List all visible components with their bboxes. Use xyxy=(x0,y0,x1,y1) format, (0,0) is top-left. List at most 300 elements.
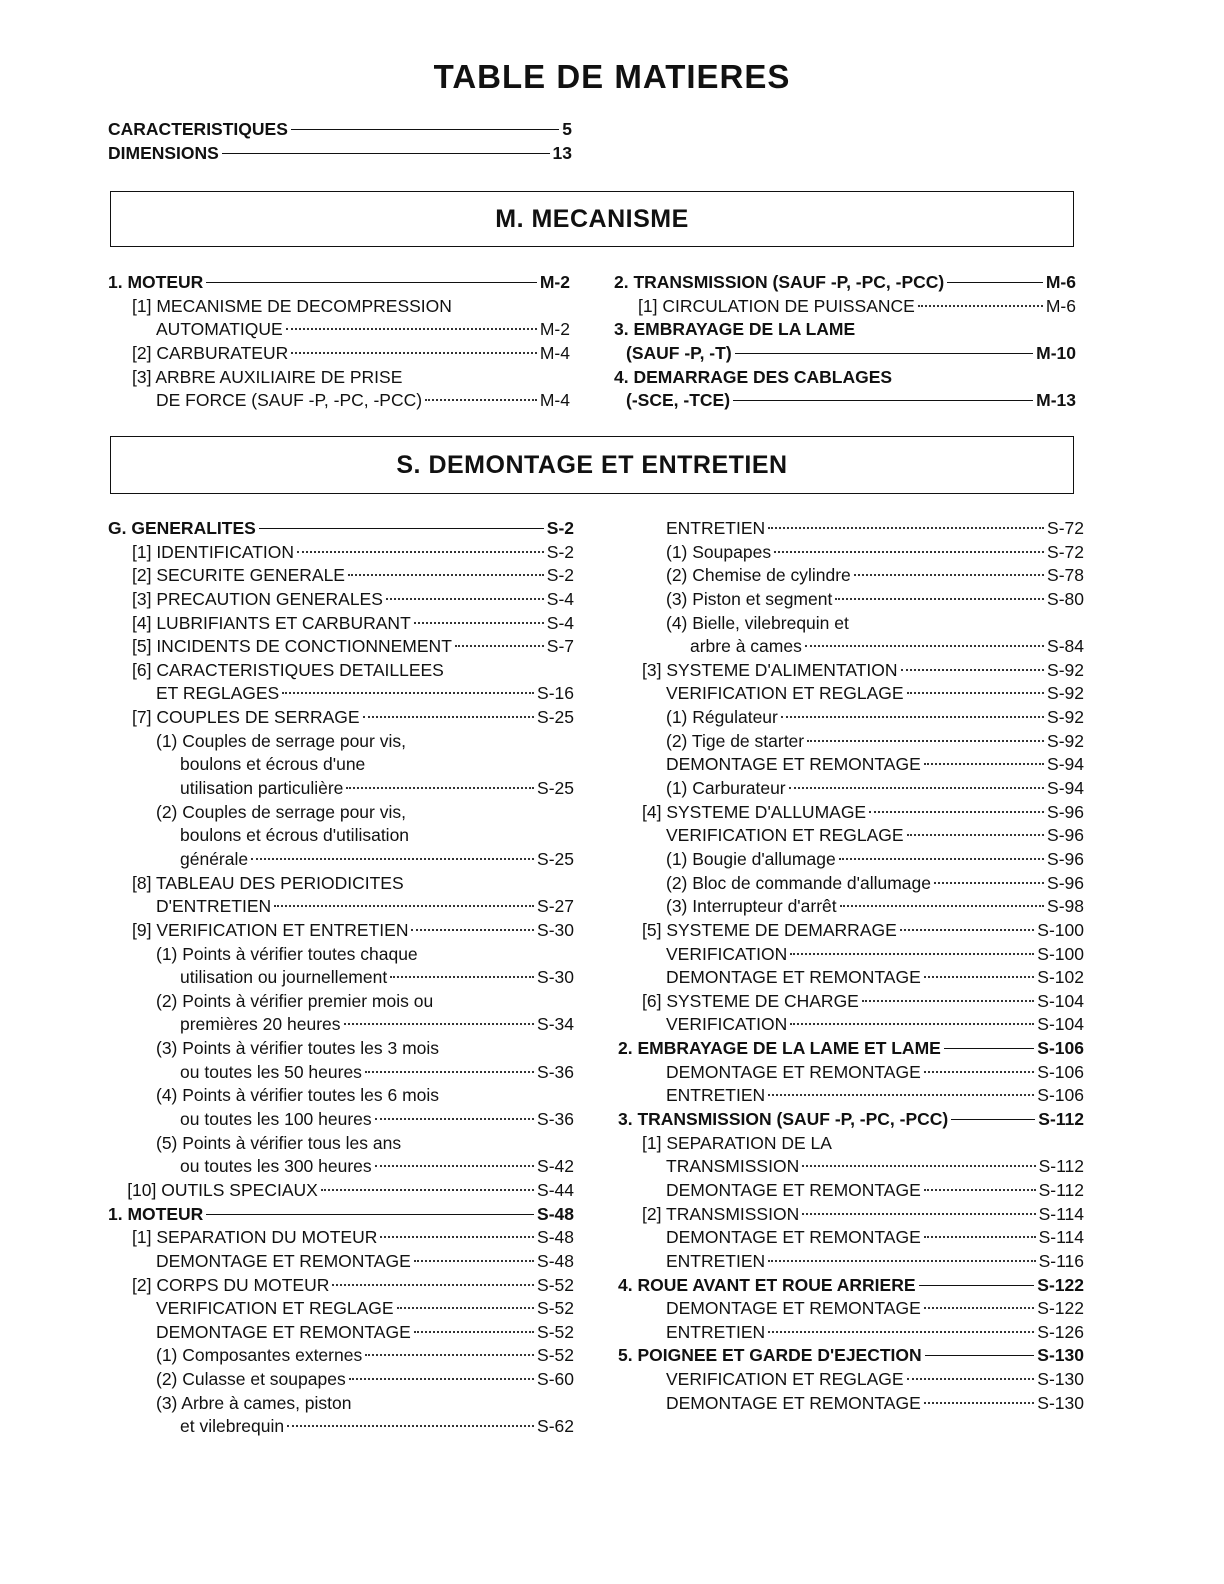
toc-entry-page: S-96 xyxy=(1047,872,1084,893)
toc-entry-page: S-94 xyxy=(1047,754,1084,775)
toc-entry-title: 1. MOTEUR xyxy=(108,272,204,292)
toc-entry-title: [6] SYSTEME DE CHARGE xyxy=(642,990,859,1011)
toc-entry-title: (2) Points à vérifier premier mois ou xyxy=(156,990,434,1011)
toc-entry-page: S-72 xyxy=(1047,518,1084,538)
toc-entry-page: M-2 xyxy=(539,272,570,292)
toc-entry-title: (2) Couples de serrage pour vis, xyxy=(156,801,406,822)
toc-entry xyxy=(108,801,574,825)
toc-entry xyxy=(108,1321,574,1345)
toc-entry-title: D'ENTRETIEN xyxy=(156,896,272,917)
toc-entry xyxy=(618,635,1084,659)
toc-entry-title: DEMONTAGE ET REMONTAGE xyxy=(666,1227,921,1248)
toc-entry xyxy=(108,1037,574,1061)
toc-entry xyxy=(614,366,1076,390)
toc-leader xyxy=(206,1214,534,1215)
toc-entry xyxy=(618,777,1084,801)
toc-entry-page: S-27 xyxy=(537,896,574,917)
toc-entry xyxy=(618,659,1084,683)
toc-entry-title: (-SCE, -TCE) xyxy=(626,390,731,411)
toc-entry-page: S-4 xyxy=(546,612,574,633)
toc-entry xyxy=(618,1368,1084,1392)
toc-entry-page: S-84 xyxy=(1047,636,1084,657)
toc-leader xyxy=(924,763,1044,765)
toc-leader xyxy=(862,1000,1034,1002)
toc-entry-title: [2] TRANSMISSION xyxy=(642,1203,800,1224)
toc-leader xyxy=(375,1165,534,1167)
toc-entry-page: 5 xyxy=(562,119,572,139)
toc-entry-page: S-92 xyxy=(1047,683,1084,704)
toc-entry-title: 3. EMBRAYAGE DE LA LAME xyxy=(614,319,856,340)
toc-entry-page: S-62 xyxy=(537,1416,574,1437)
toc-leader xyxy=(349,1378,534,1380)
toc-entry-title: [3] PRECAUTION GENERALES xyxy=(132,588,383,609)
toc-entry-title: utilisation particulière xyxy=(180,778,344,799)
toc-entry xyxy=(108,682,574,706)
toc-leader xyxy=(900,929,1035,931)
toc-entry xyxy=(108,1013,574,1037)
toc-entry-title: (2) Tige de starter xyxy=(666,730,805,751)
toc-leader xyxy=(835,598,1044,600)
toc-entry-title: [4] LUBRIFIANTS ET CARBURANT xyxy=(132,612,411,633)
toc-entry-title: CARACTERISTIQUES xyxy=(108,119,288,139)
toc-entry-page: S-80 xyxy=(1047,588,1084,609)
toc-leader xyxy=(951,1119,1035,1120)
toc-leader xyxy=(735,353,1033,354)
toc-entry-page: S-130 xyxy=(1037,1369,1084,1390)
toc-entry-title: [2] SECURITE GENERALE xyxy=(132,565,345,586)
toc-leader xyxy=(375,1118,534,1120)
toc-leader xyxy=(768,1331,1034,1333)
toc-leader xyxy=(291,129,559,130)
toc-entry xyxy=(618,730,1084,754)
toc-leader xyxy=(944,1048,1034,1049)
toc-entry-title: ENTRETIEN xyxy=(666,1085,766,1106)
toc-entry-page: S-114 xyxy=(1038,1227,1084,1248)
toc-entry xyxy=(108,1179,574,1203)
toc-entry-page: M-10 xyxy=(1036,342,1076,363)
toc-leader xyxy=(390,976,534,978)
toc-leader xyxy=(934,882,1044,884)
toc-leader xyxy=(924,1402,1035,1404)
toc-leader xyxy=(924,1071,1035,1073)
toc-entry-page: M-4 xyxy=(539,342,570,363)
toc-leader xyxy=(774,551,1044,553)
toc-entry-page: S-92 xyxy=(1047,707,1084,728)
toc-entry xyxy=(108,1368,574,1392)
toc-entry-page: S-52 xyxy=(537,1298,574,1319)
toc-entry xyxy=(618,588,1084,612)
toc-entry-page: S-130 xyxy=(1037,1345,1084,1366)
toc-entry-title: VERIFICATION ET REGLAGE xyxy=(156,1298,394,1319)
toc-entry xyxy=(108,1344,574,1368)
toc-leader xyxy=(321,1189,534,1191)
toc-entry-title: (2) Chemise de cylindre xyxy=(666,565,851,586)
toc-entry-title: ou toutes les 300 heures xyxy=(180,1156,372,1177)
toc-entry-title: 2. TRANSMISSION (SAUF -P, -PC, -PCC) xyxy=(614,272,945,292)
toc-leader xyxy=(363,716,534,718)
toc-leader xyxy=(907,692,1044,694)
toc-leader xyxy=(790,1023,1034,1025)
toc-leader xyxy=(805,645,1044,647)
toc-entry-page: S-30 xyxy=(537,919,574,940)
toc-leader xyxy=(807,740,1044,742)
toc-entry xyxy=(618,1179,1084,1203)
toc-leader xyxy=(274,905,534,907)
toc-entry xyxy=(618,1061,1084,1085)
toc-entry xyxy=(618,753,1084,777)
toc-entry-page: S-36 xyxy=(537,1109,574,1130)
toc-entry-title: (2) Culasse et soupapes xyxy=(156,1369,346,1390)
toc-entry-title: [4] SYSTEME D'ALLUMAGE xyxy=(642,801,867,822)
toc-entry xyxy=(108,1061,574,1085)
toc-entry-title: ET REGLAGES xyxy=(156,683,280,704)
toc-leader xyxy=(287,1425,534,1427)
toc-entry-page: S-30 xyxy=(537,967,574,988)
toc-entry xyxy=(618,1037,1084,1061)
toc-entry xyxy=(618,1203,1084,1227)
toc-entry xyxy=(614,271,1076,295)
toc-entry-page: S-48 xyxy=(537,1203,574,1224)
toc-entry xyxy=(108,1155,574,1179)
toc-entry-title: ou toutes les 50 heures xyxy=(180,1061,362,1082)
toc-entry-page: S-7 xyxy=(546,636,574,657)
toc-entry-title: TRANSMISSION xyxy=(666,1156,800,1177)
toc-entry-page: M-13 xyxy=(1036,390,1076,411)
toc-entry xyxy=(108,612,574,636)
toc-entry xyxy=(618,1084,1084,1108)
toc-entry xyxy=(108,1084,574,1108)
toc-entry xyxy=(108,919,574,943)
toc-leader xyxy=(802,1213,1035,1215)
toc-leader xyxy=(924,976,1035,978)
toc-entry xyxy=(108,990,574,1014)
toc-entry-title: [7] COUPLES DE SERRAGE xyxy=(132,707,360,728)
toc-leader xyxy=(790,953,1034,955)
toc-entry-page: S-104 xyxy=(1037,990,1084,1011)
toc-entry xyxy=(618,872,1084,896)
toc-entry xyxy=(108,706,574,730)
toc-entry xyxy=(108,659,574,683)
toc-entry-title: (5) Points à vérifier tous les ans xyxy=(156,1132,402,1153)
toc-entry xyxy=(108,1108,574,1132)
toc-entry-title: ou toutes les 100 heures xyxy=(180,1109,372,1130)
toc-entry-title: [5] INCIDENTS DE CONCTIONNEMENT xyxy=(132,636,452,657)
toc-entry-title: (1) Soupapes xyxy=(666,541,772,562)
toc-entry-title: (1) Régulateur xyxy=(666,707,778,728)
toc-entry-title: utilisation ou journellement xyxy=(180,967,388,988)
toc-entry xyxy=(618,919,1084,943)
toc-entry xyxy=(108,730,574,754)
toc-entry-page: S-100 xyxy=(1037,919,1084,940)
section-heading-demontage xyxy=(110,436,1074,494)
toc-entry xyxy=(108,588,574,612)
toc-leader xyxy=(781,716,1044,718)
toc-entry xyxy=(108,1203,574,1227)
toc-entry-page: S-130 xyxy=(1037,1392,1084,1413)
toc-entry xyxy=(108,517,574,541)
toc-leader xyxy=(297,551,544,553)
toc-entry-page: S-52 xyxy=(537,1345,574,1366)
toc-entry xyxy=(618,966,1084,990)
toc-entry-page: S-96 xyxy=(1047,848,1084,869)
toc-entry xyxy=(618,824,1084,848)
toc-leader xyxy=(869,811,1044,813)
toc-entry xyxy=(108,1132,574,1156)
toc-entry-title: [10] OUTILS SPECIAUX xyxy=(127,1179,318,1200)
toc-entry-title: 3. TRANSMISSION (SAUF -P, -PC, -PCC) xyxy=(618,1109,949,1130)
mecanisme-toc-right-column xyxy=(614,271,1076,413)
toc-leader xyxy=(344,1023,535,1025)
toc-entry-title: [1] SEPARATION DU MOTEUR xyxy=(132,1227,378,1248)
toc-entry-title: (1) Bougie d'allumage xyxy=(666,848,836,869)
toc-entry-page: S-100 xyxy=(1037,943,1084,964)
toc-leader xyxy=(282,692,534,694)
toc-entry-page: S-104 xyxy=(1037,1014,1084,1035)
toc-entry-page: S-44 xyxy=(537,1179,574,1200)
toc-entry-title: [2] CARBURATEUR xyxy=(132,342,289,363)
toc-leader xyxy=(907,834,1044,836)
toc-entry-title: DIMENSIONS xyxy=(108,142,219,163)
toc-entry-page: S-102 xyxy=(1037,967,1084,988)
toc-entry-title: DEMONTAGE ET REMONTAGE xyxy=(666,967,921,988)
toc-entry xyxy=(108,1274,574,1298)
toc-entry xyxy=(108,295,570,319)
toc-entry-title: (4) Points à vérifier toutes les 6 mois xyxy=(156,1085,440,1106)
intro-toc-list xyxy=(108,118,572,165)
toc-entry-title: (1) Couples de serrage pour vis, xyxy=(156,730,406,751)
toc-entry-page: S-60 xyxy=(537,1369,574,1390)
toc-entry-title: [9] VERIFICATION ET ENTRETIEN xyxy=(132,919,409,940)
toc-entry-page: M-4 xyxy=(539,390,570,411)
toc-leader xyxy=(348,574,544,576)
toc-entry-title: DEMONTAGE ET REMONTAGE xyxy=(666,1392,921,1413)
toc-entry-title: VERIFICATION ET REGLAGE xyxy=(666,1369,904,1390)
toc-entry xyxy=(618,1108,1084,1132)
toc-leader xyxy=(259,528,544,529)
toc-entry-title: (3) Interrupteur d'arrêt xyxy=(666,896,837,917)
toc-entry xyxy=(108,966,574,990)
toc-entry-title: VERIFICATION xyxy=(666,943,788,964)
toc-entry-page: S-52 xyxy=(537,1321,574,1342)
toc-entry-page: S-2 xyxy=(546,565,574,586)
toc-entry xyxy=(108,142,572,166)
toc-entry-page: S-114 xyxy=(1038,1203,1084,1224)
toc-entry-page: M-6 xyxy=(1045,295,1076,316)
toc-entry-page: S-122 xyxy=(1037,1274,1084,1295)
toc-entry-title: (4) Bielle, vilebrequin et xyxy=(666,612,849,633)
toc-entry-title: (3) Points à vérifier toutes les 3 mois xyxy=(156,1038,440,1059)
toc-entry-title: [3] ARBRE AUXILIAIRE DE PRISE xyxy=(132,366,403,387)
toc-entry-title: (2) Bloc de commande d'allumage xyxy=(666,872,932,893)
toc-entry-title: VERIFICATION ET REGLAGE xyxy=(666,825,904,846)
toc-entry-page: S-48 xyxy=(537,1227,574,1248)
toc-entry xyxy=(618,564,1084,588)
toc-leader xyxy=(425,399,537,401)
toc-entry-title: 1. MOTEUR xyxy=(108,1203,204,1224)
toc-leader xyxy=(802,1165,1035,1167)
toc-entry-page: S-94 xyxy=(1047,778,1084,799)
toc-entry xyxy=(108,777,574,801)
toc-entry xyxy=(108,1226,574,1250)
toc-entry xyxy=(614,295,1076,319)
toc-entry xyxy=(108,1250,574,1274)
toc-entry xyxy=(108,318,570,342)
toc-entry-title: VERIFICATION xyxy=(666,1014,788,1035)
toc-leader xyxy=(455,645,544,647)
toc-entry-page: S-92 xyxy=(1047,659,1084,680)
toc-leader xyxy=(907,1378,1035,1380)
toc-entry-title: (SAUF -P, -T) xyxy=(626,342,732,363)
section-heading-demontage-text: S. DEMONTAGE ET ENTRETIEN xyxy=(396,450,788,479)
toc-entry-page: S-48 xyxy=(537,1250,574,1271)
toc-entry-page: S-78 xyxy=(1047,565,1084,586)
toc-entry-title: G. GENERALITES xyxy=(108,518,256,538)
toc-entry xyxy=(618,1344,1084,1368)
toc-entry-title: DEMONTAGE ET REMONTAGE xyxy=(156,1250,411,1271)
toc-leader xyxy=(947,282,1043,283)
toc-entry xyxy=(108,1415,574,1439)
toc-entry-page: S-98 xyxy=(1047,896,1084,917)
toc-entry-page: S-16 xyxy=(537,683,574,704)
toc-entry-title: DEMONTAGE ET REMONTAGE xyxy=(666,1179,921,1200)
toc-entry-title: DEMONTAGE ET REMONTAGE xyxy=(666,754,921,775)
toc-leader xyxy=(222,153,550,154)
toc-entry-page: S-122 xyxy=(1037,1298,1084,1319)
toc-entry xyxy=(618,1155,1084,1179)
toc-leader xyxy=(251,858,534,860)
toc-entry xyxy=(618,541,1084,565)
toc-entry-title: DE FORCE (SAUF -P, -PC, -PCC) xyxy=(156,390,423,411)
toc-entry xyxy=(618,1250,1084,1274)
toc-entry-title: boulons et écrous d'utilisation xyxy=(180,825,410,846)
toc-leader xyxy=(733,400,1033,401)
toc-entry xyxy=(618,801,1084,825)
toc-entry-title: [8] TABLEAU DES PERIODICITES xyxy=(132,872,404,893)
toc-entry-page: S-4 xyxy=(546,588,574,609)
toc-entry-title: DEMONTAGE ET REMONTAGE xyxy=(666,1298,921,1319)
toc-leader xyxy=(365,1354,534,1356)
toc-leader xyxy=(924,1189,1036,1191)
toc-leader xyxy=(380,1236,534,1238)
toc-entry-page: S-112 xyxy=(1038,1109,1084,1130)
toc-leader xyxy=(789,787,1044,789)
toc-entry-title: 5. POIGNEE ET GARDE D'EJECTION xyxy=(618,1345,922,1366)
toc-leader xyxy=(924,1236,1036,1238)
toc-entry-title: (3) Piston et segment xyxy=(666,588,833,609)
toc-entry-title: [6] CARACTERISTIQUES DETAILLEES xyxy=(132,659,444,680)
toc-leader xyxy=(206,282,537,283)
toc-leader xyxy=(919,1285,1035,1286)
toc-entry xyxy=(108,824,574,848)
demontage-toc-right-column xyxy=(618,517,1084,1415)
toc-entry xyxy=(108,271,570,295)
toc-leader xyxy=(414,1260,534,1262)
toc-leader xyxy=(901,669,1045,671)
toc-entry-page: S-52 xyxy=(537,1274,574,1295)
mecanisme-toc-left-column xyxy=(108,271,570,413)
toc-entry-page: S-25 xyxy=(537,707,574,728)
toc-leader xyxy=(840,905,1044,907)
section-heading-mecanisme-text: M. MECANISME xyxy=(495,204,689,233)
toc-entry-title: 4. DEMARRAGE DES CABLAGES xyxy=(614,366,893,387)
toc-entry-title: (1) Carburateur xyxy=(666,778,786,799)
toc-entry-title: (1) Points à vérifier toutes chaque xyxy=(156,943,418,964)
toc-entry-page: S-96 xyxy=(1047,825,1084,846)
toc-entry xyxy=(618,1226,1084,1250)
toc-leader xyxy=(291,352,537,354)
toc-entry xyxy=(108,895,574,919)
toc-entry-title: et vilebrequin xyxy=(180,1416,285,1437)
toc-entry-title: [1] SEPARATION DE LA xyxy=(642,1132,832,1153)
section-heading-mecanisme xyxy=(110,191,1074,247)
toc-entry xyxy=(108,1297,574,1321)
toc-entry-title: AUTOMATIQUE xyxy=(156,319,283,340)
toc-entry-page: S-116 xyxy=(1038,1250,1084,1271)
toc-entry xyxy=(108,872,574,896)
toc-leader xyxy=(854,574,1044,576)
toc-entry-page: S-112 xyxy=(1038,1179,1084,1200)
toc-entry-title: 4. ROUE AVANT ET ROUE ARRIERE xyxy=(618,1274,916,1295)
toc-leader xyxy=(411,929,534,931)
toc-entry-page: S-25 xyxy=(537,848,574,869)
toc-entry-title: [1] CIRCULATION DE PUISSANCE xyxy=(638,295,915,316)
toc-leader xyxy=(346,787,534,789)
toc-entry xyxy=(614,389,1076,413)
toc-leader xyxy=(918,305,1043,307)
toc-entry xyxy=(618,1274,1084,1298)
toc-entry-title: VERIFICATION ET REGLAGE xyxy=(666,683,904,704)
toc-leader xyxy=(768,1260,1035,1262)
toc-entry xyxy=(618,895,1084,919)
toc-leader xyxy=(386,598,544,600)
toc-entry xyxy=(618,1132,1084,1156)
toc-entry-page: 13 xyxy=(552,142,572,163)
toc-entry xyxy=(108,564,574,588)
toc-entry xyxy=(108,389,570,413)
toc-entry-title: ENTRETIEN xyxy=(666,1250,766,1271)
page-title: TABLE DE MATIERES xyxy=(433,58,791,95)
toc-entry xyxy=(618,682,1084,706)
toc-leader xyxy=(286,328,537,330)
toc-entry xyxy=(618,1013,1084,1037)
toc-entry-title: boulons et écrous d'une xyxy=(180,754,366,775)
toc-leader xyxy=(414,1331,534,1333)
toc-entry-page: S-2 xyxy=(546,518,574,538)
toc-entry xyxy=(108,943,574,967)
toc-entry-title: arbre à cames xyxy=(690,636,802,657)
toc-entry-page: S-106 xyxy=(1037,1085,1084,1106)
toc-entry xyxy=(108,848,574,872)
toc-entry xyxy=(618,612,1084,636)
toc-entry xyxy=(108,118,572,142)
toc-entry-page: S-112 xyxy=(1038,1156,1084,1177)
toc-entry xyxy=(618,1321,1084,1345)
toc-entry xyxy=(618,517,1084,541)
toc-leader xyxy=(839,858,1044,860)
toc-entry-title: [1] MECANISME DE DECOMPRESSION xyxy=(132,295,452,316)
toc-entry-title: premières 20 heures xyxy=(180,1014,341,1035)
toc-entry xyxy=(108,541,574,565)
toc-entry-title: DEMONTAGE ET REMONTAGE xyxy=(666,1061,921,1082)
toc-entry-title: [2] CORPS DU MOTEUR xyxy=(132,1274,330,1295)
toc-leader xyxy=(414,622,544,624)
toc-leader xyxy=(768,1094,1034,1096)
toc-entry xyxy=(108,753,574,777)
demontage-toc-left-column xyxy=(108,517,574,1439)
toc-entry xyxy=(108,1392,574,1416)
toc-entry-page: S-106 xyxy=(1037,1061,1084,1082)
toc-entry-title: [5] SYSTEME DE DEMARRAGE xyxy=(642,919,897,940)
